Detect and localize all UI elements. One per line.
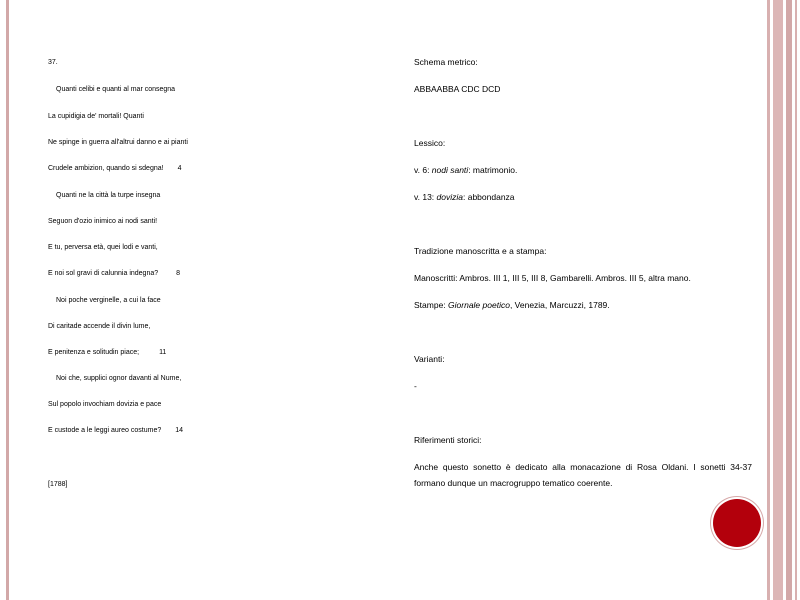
lessico-label: Lessico: xyxy=(414,138,446,148)
stampe-rest: , Venezia, Marcuzzi, 1789. xyxy=(509,300,610,310)
red-circle-ornament xyxy=(713,499,761,547)
lessico-verse: v. 6: xyxy=(414,165,432,175)
manoscritti-text: Manoscritti: Ambros. III 1, III 5, III 8, Gambarelli. Ambros. III 5, altra mano. xyxy=(414,273,691,283)
poem-date: [1788] xyxy=(48,481,68,488)
poem-line: La cupidigia de' mortali! Quanti xyxy=(48,113,144,120)
poem-number: 37. xyxy=(48,59,58,66)
poem-line: Di caritade accende il divin lume, xyxy=(48,323,151,330)
varianti-value: - xyxy=(414,381,417,391)
lessico-term: dovizia xyxy=(436,192,463,202)
poem-line: E tu, perversa età, quei lodi e vanti, xyxy=(48,244,158,251)
poem-line: Ne spinge in guerra all'altrui danno e ai pianti xyxy=(48,139,188,146)
poem-line-text: Crudele ambizion, quando si sdegna! xyxy=(48,165,164,172)
right-border-stripe xyxy=(773,0,783,600)
right-border-stripe xyxy=(795,0,797,600)
line-number: 14 xyxy=(175,427,184,434)
schema-label: Schema metrico: xyxy=(414,57,478,67)
poem-line xyxy=(48,269,180,279)
stampe-text xyxy=(414,299,610,311)
tradizione-label: Tradizione manoscritta e a stampa: xyxy=(414,246,547,256)
lessico-entry xyxy=(414,164,517,176)
poem-line-text: E penitenza e solitudin piace; xyxy=(48,349,140,356)
poem-line: Sul popolo invochiam dovizia e pace xyxy=(48,401,162,408)
right-border-stripe xyxy=(786,0,792,600)
poem-line xyxy=(48,348,166,358)
poem-line: Noi poche verginelle, a cui la face xyxy=(56,297,161,304)
stampe-prefix: Stampe: xyxy=(414,300,449,310)
poem-line-text: E custode a le leggi aureo costume? xyxy=(48,427,162,434)
line-number: 4 xyxy=(177,165,182,172)
poem-line xyxy=(48,426,183,436)
lessico-definition: : matrimonio. xyxy=(468,165,518,175)
stampe-title: Giornale poetico xyxy=(448,300,510,310)
varianti-label: Varianti: xyxy=(414,354,445,364)
poem-line: Noi che, supplici ognor davanti al Nume, xyxy=(56,375,182,382)
poem-line: Quanti celibi e quanti al mar consegna xyxy=(56,86,176,93)
line-number: 8 xyxy=(176,270,181,277)
poem-line: Seguon d'ozio inimico ai nodi santi! xyxy=(48,218,158,225)
right-border-stripe xyxy=(767,0,770,600)
poem-line xyxy=(48,164,181,174)
riferimenti-text: Anche questo sonetto è dedicato alla monacazione di Rosa Oldani. I sonetti 34-37 formano dunque un macrogruppo tematico coerente. xyxy=(414,462,752,488)
poem-line-text: E noi sol gravi di calunnia indegna? xyxy=(48,270,159,277)
schema-value: ABBAABBA CDC DCD xyxy=(414,84,501,94)
lessico-entry xyxy=(414,191,515,203)
poem-line: Quanti ne la città la turpe insegna xyxy=(56,192,161,199)
lessico-definition: : abbondanza xyxy=(463,192,515,202)
lessico-term: nodi santi xyxy=(431,165,469,175)
line-number: 11 xyxy=(159,349,167,356)
riferimenti-label: Riferimenti storici: xyxy=(414,435,482,445)
lessico-verse: v. 13: xyxy=(414,192,437,202)
left-border-stripe xyxy=(6,0,9,600)
